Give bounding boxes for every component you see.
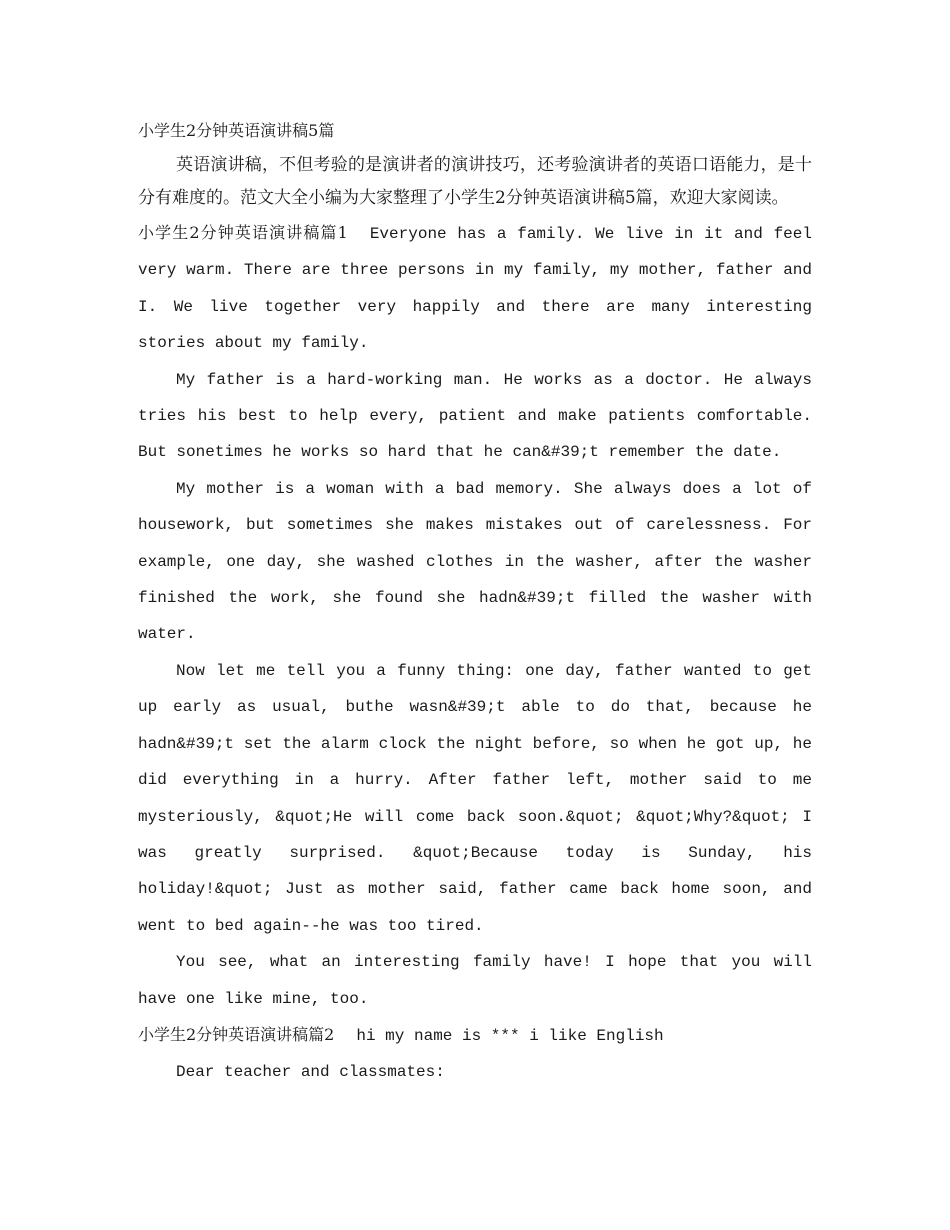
section2-heading: 小学生2分钟英语演讲稿篇2 bbox=[138, 1024, 335, 1044]
section1-first-text: Everyone has a family. We live in it and feel very warm. There are three persons in my family, my mother, father and I. We live together very happily and there are many interesting stories about my family. bbox=[138, 225, 812, 353]
section1-paragraph-closing: You see, what an interesting family have! I hope that you will have one like mine, too. bbox=[138, 953, 812, 1008]
intro-paragraph: 英语演讲稿，不但考验的是演讲者的演讲技巧，还考验演讲者的英语口语能力，是十分有难度的。范文大全小编为大家整理了小学生2分钟英语演讲稿5篇，欢迎大家阅读。 bbox=[138, 155, 812, 208]
section1-first-paragraph bbox=[138, 215, 812, 362]
section1-heading: 小学生2分钟英语演讲稿篇1 bbox=[138, 223, 348, 242]
section1-paragraph-mother: My mother is a woman with a bad memory. She always does a lot of housework, but sometimes she makes mistakes out of carelessness. For example, one day, she washed clothes in the washer, after the washer finished the work, she found she hadn&#39;t filled the washer with water. bbox=[138, 479, 812, 644]
section2-first-text: hi my name is *** i like English bbox=[356, 1026, 664, 1045]
section2-greeting: Dear teacher and classmates: bbox=[176, 1063, 445, 1082]
section1-paragraph-funny-thing: Now let me tell you a funny thing: one day, father wanted to get up early as usual, buthe wasn&#39;t able to do that, because he hadn&#39;t set the alarm clock the night before, so when he got up, he did everything in a hurry. After father left, mother said to me mysteriously, &quot;He will come back soon.&quot; &quot;Why?&quot; I was greatly surprised. &quot;Because today is Sunday, his holiday!&quot; Just as mother said, father came back home soon, and went to bed again--he was too tired. bbox=[138, 661, 812, 935]
section1-paragraph-father: My father is a hard-working man. He works as a doctor. He always tries his best to help every, patient and make patients comfortable. But sonetimes he works so hard that he can&#39;t remember the date. bbox=[138, 370, 812, 462]
document-title: 小学生2分钟英语演讲稿5篇 bbox=[138, 121, 335, 140]
document-page bbox=[138, 113, 812, 1091]
section2-first-line bbox=[138, 1017, 812, 1054]
